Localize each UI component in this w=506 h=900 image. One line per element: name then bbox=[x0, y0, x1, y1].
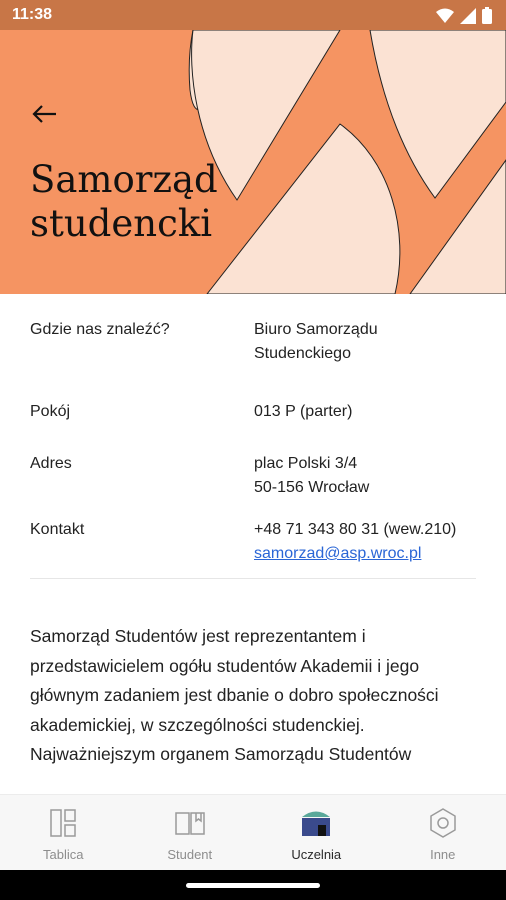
info-value bbox=[254, 452, 476, 500]
nav-label: Student bbox=[167, 847, 213, 862]
contact-phone[interactable]: +48 71 343 80 31 (wew.210) bbox=[254, 521, 457, 538]
info-value bbox=[254, 518, 476, 566]
description-text: Samorząd Studentów jest reprezentantem i przedstawicielem ogółu studentów Akademii i jego głównym zadaniem jest dbanie o dobro społeczności akademickiej, w szczególności studenckiej. Najważniejszym organem Samorządu Studentów bbox=[30, 626, 439, 764]
info-row-room bbox=[30, 400, 476, 452]
nav-label: Uczelnia bbox=[291, 847, 342, 862]
page-header bbox=[0, 30, 506, 294]
book-icon bbox=[174, 807, 206, 839]
info-label: Kontakt bbox=[30, 521, 85, 538]
address-city: 50-156 Wrocław bbox=[254, 479, 370, 496]
board-icon bbox=[47, 807, 79, 839]
info-label: Gdzie nas znaleźć? bbox=[30, 321, 170, 338]
info-row-contact bbox=[30, 518, 476, 568]
nav-item-tablica[interactable] bbox=[0, 795, 127, 871]
status-time: 11:38 bbox=[12, 6, 53, 23]
system-navigation-bar bbox=[0, 870, 506, 900]
info-value: 013 P (parter) bbox=[254, 403, 353, 420]
wifi-icon bbox=[436, 8, 454, 24]
status-icons bbox=[436, 7, 492, 24]
hexagon-icon bbox=[427, 807, 459, 839]
nav-item-student[interactable] bbox=[127, 795, 254, 871]
battery-icon bbox=[482, 7, 492, 24]
info-section bbox=[30, 318, 476, 568]
back-arrow-icon[interactable] bbox=[30, 102, 60, 126]
home-indicator[interactable] bbox=[186, 883, 320, 888]
divider bbox=[30, 578, 476, 579]
status-bar bbox=[0, 0, 506, 30]
university-icon bbox=[300, 807, 332, 839]
info-value: Biuro Samorządu Studenckiego bbox=[254, 321, 378, 362]
signal-icon bbox=[460, 8, 476, 24]
nav-item-uczelnia[interactable] bbox=[253, 795, 380, 871]
contact-email-link[interactable]: samorzad@asp.wroc.pl bbox=[254, 545, 422, 562]
address-street: plac Polski 3/4 bbox=[254, 455, 358, 472]
info-label: Pokój bbox=[30, 403, 71, 420]
bottom-nav bbox=[0, 794, 506, 871]
nav-item-inne[interactable] bbox=[380, 795, 506, 871]
info-row-address bbox=[30, 452, 476, 518]
info-row-location bbox=[30, 318, 476, 400]
nav-label: Inne bbox=[430, 847, 456, 862]
info-label: Adres bbox=[30, 455, 72, 472]
nav-label: Tablica bbox=[43, 847, 84, 862]
page-title: Samorząd studencki bbox=[30, 158, 218, 245]
